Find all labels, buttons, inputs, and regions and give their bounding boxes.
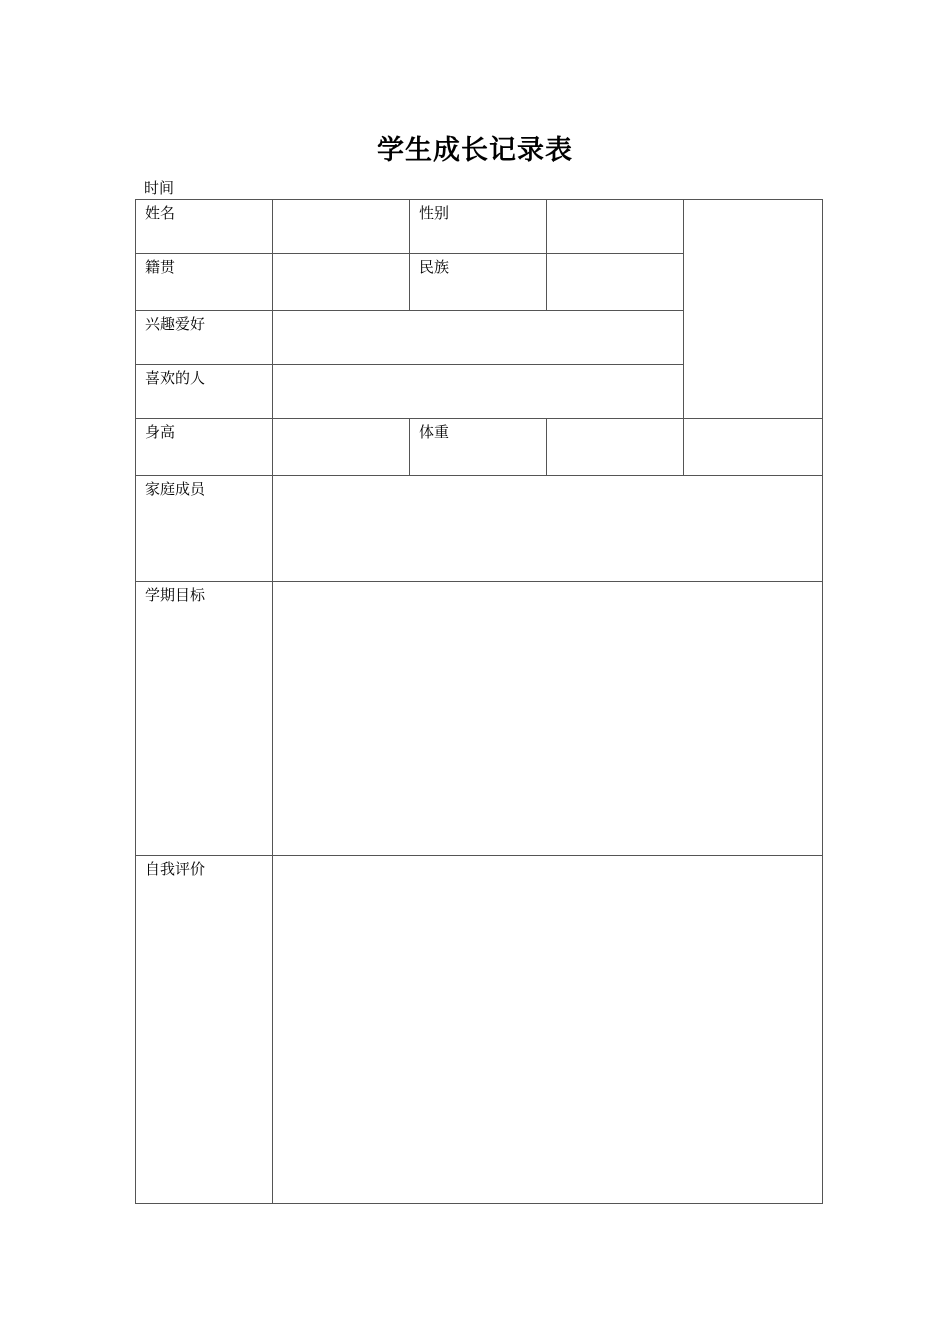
ethnicity-label: 民族 [410,254,547,311]
family-members-label: 家庭成员 [136,476,273,582]
self-evaluation-value-cell[interactable] [273,856,823,1204]
weight-value-cell[interactable] [547,419,684,476]
gender-label: 性别 [410,200,547,254]
gender-value-cell[interactable] [547,200,684,254]
table-row [136,856,823,1204]
native-place-label: 籍贯 [136,254,273,311]
family-members-value-cell[interactable] [273,476,823,582]
weight-label: 体重 [410,419,547,476]
time-label: 时间 [144,179,175,197]
table-row [136,582,823,856]
extra-cell[interactable] [684,419,823,476]
table-row [136,419,823,476]
semester-goals-value-cell[interactable] [273,582,823,856]
photo-cell[interactable] [684,200,823,419]
table-row [136,476,823,582]
hobbies-value-cell[interactable] [273,311,684,365]
name-value-cell[interactable] [273,200,410,254]
height-value-cell[interactable] [273,419,410,476]
table-row [136,200,823,254]
native-place-value-cell[interactable] [273,254,410,311]
hobbies-label: 兴趣爱好 [136,311,273,365]
record-table [135,199,823,1204]
ethnicity-value-cell[interactable] [547,254,684,311]
self-evaluation-label: 自我评价 [136,856,273,1204]
semester-goals-label: 学期目标 [136,582,273,856]
height-label: 身高 [136,419,273,476]
name-label: 姓名 [136,200,273,254]
page-title: 学生成长记录表 [377,135,573,166]
favorite-person-label: 喜欢的人 [136,365,273,419]
favorite-person-value-cell[interactable] [273,365,684,419]
